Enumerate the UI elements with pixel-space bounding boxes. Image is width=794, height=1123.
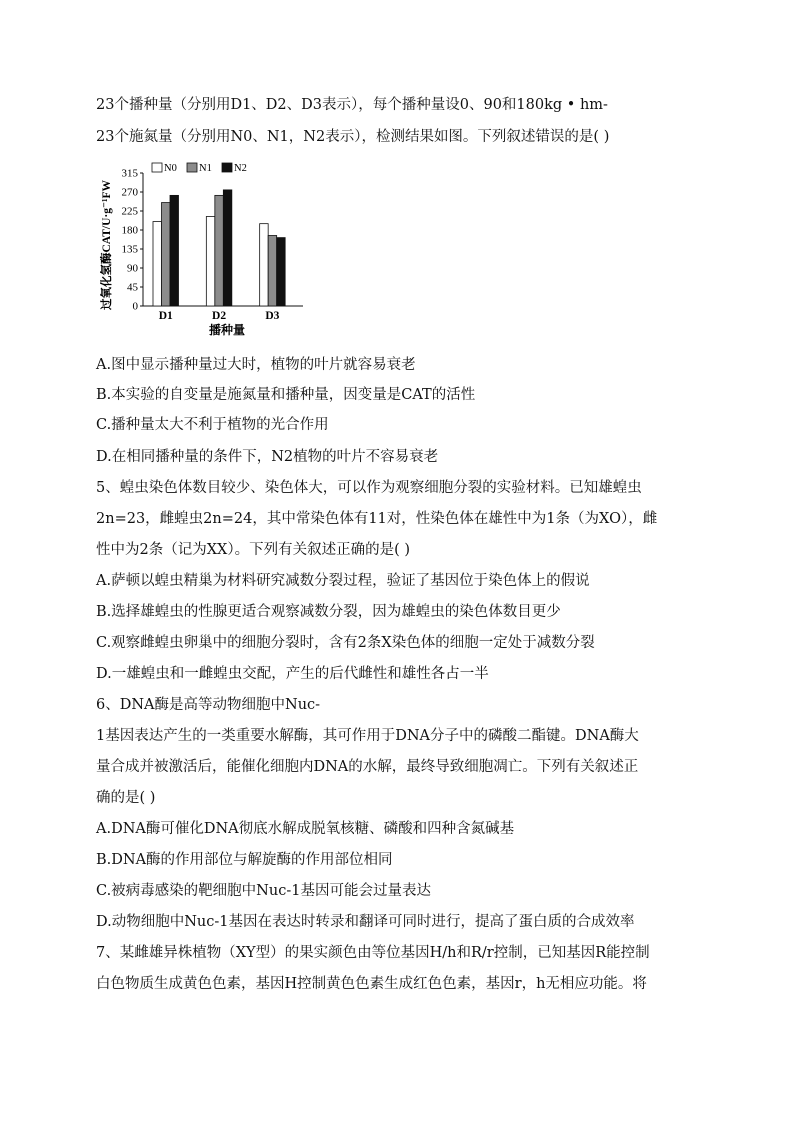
question-5-stem: 2n=23，雌蝗虫2n=24，其中常染色体有11对，性染色体在雄性中为1条（为XO），雌 bbox=[96, 511, 658, 527]
question-6-stem: 确的是( ) bbox=[96, 790, 156, 806]
x-tick-label: D2 bbox=[212, 310, 227, 322]
y-tick-label: 180 bbox=[121, 224, 138, 237]
option-c: C.播种量太大不利于植物的光合作用 bbox=[96, 417, 329, 433]
legend-swatch-N1 bbox=[187, 163, 197, 172]
option-a: A.萨顿以蝗虫精巢为材料研究减数分裂过程，验证了基因位于染色体上的假说 bbox=[96, 573, 590, 589]
legend-label-N0: N0 bbox=[164, 163, 177, 174]
question-5-stem: 性中为2条（记为XX）。下列有关叙述正确的是( ) bbox=[96, 542, 411, 558]
option-d: D.在相同播种量的条件下，N2植物的叶片不容易衰老 bbox=[96, 449, 439, 465]
option-b: B.DNA酶的作用部位与解旋酶的作用部位相同 bbox=[96, 852, 393, 868]
text-line: 23个播种量（分别用D1、D2、D3表示），每个播种量设0、90和180kg • hm- bbox=[96, 97, 608, 113]
option-c: C.被病毒感染的靶细胞中Nuc-1基因可能会过量表达 bbox=[96, 883, 431, 899]
option-d: D.动物细胞中Nuc-1基因在表达时转录和翻译可同时进行，提高了蛋白质的合成效率 bbox=[96, 914, 635, 930]
y-tick-label: 225 bbox=[121, 205, 138, 218]
bar-D3-N1 bbox=[268, 235, 277, 306]
x-axis-label: 播种量 bbox=[208, 323, 246, 337]
legend-label-N2: N2 bbox=[234, 163, 247, 174]
option-b: B.选择雄蝗虫的性腺更适合观察减数分裂，因为雄蝗虫的染色体数目更少 bbox=[96, 604, 561, 620]
bar-D2-N2 bbox=[223, 190, 232, 306]
bar-chart-svg bbox=[95, 158, 305, 340]
bar-D2-N0 bbox=[206, 216, 215, 306]
option-a: A.DNA酶可催化DNA彻底水解成脱氧核糖、磷酸和四种含氮碱基 bbox=[96, 821, 515, 837]
y-tick-label: 90 bbox=[127, 262, 138, 275]
chart-legend bbox=[152, 163, 247, 174]
x-tick-label: D3 bbox=[265, 310, 280, 322]
legend-label-N1: N1 bbox=[199, 163, 212, 174]
y-tick-label: 0 bbox=[132, 300, 138, 313]
x-tick-label: D1 bbox=[158, 310, 173, 322]
question-6-stem: 1基因表达产生的一类重要水解酶，其可作用于DNA分子中的磷酸二酯键。DNA酶大 bbox=[96, 728, 639, 744]
text-line: 23个施氮量（分别用N0、N1，N2表示），检测结果如图。下列叙述错误的是( ) bbox=[96, 129, 610, 145]
bar-D1-N1 bbox=[162, 203, 171, 306]
cat-activity-chart bbox=[95, 158, 305, 340]
bar-D3-N0 bbox=[260, 224, 269, 306]
question-5-stem: 5、蝗虫染色体数目较少、染色体大，可以作为观察细胞分裂的实验材料。已知雄蝗虫 bbox=[96, 480, 642, 496]
bar-D1-N2 bbox=[170, 195, 179, 306]
y-tick-label: 135 bbox=[121, 243, 138, 256]
bar-D3-N2 bbox=[277, 238, 286, 306]
option-c: C.观察雌蝗虫卵巢中的细胞分裂时，含有2条X染色体的细胞一定处于减数分裂 bbox=[96, 635, 595, 651]
option-b: B.本实验的自变量是施氮量和播种量，因变量是CAT的活性 bbox=[96, 387, 476, 403]
y-tick-label: 315 bbox=[121, 167, 138, 180]
chart-bars bbox=[153, 190, 285, 306]
legend-swatch-N0 bbox=[152, 163, 162, 172]
legend-swatch-N2 bbox=[222, 163, 232, 172]
question-7-stem: 白色物质生成黄色色素，基因H控制黄色色素生成红色色素，基因r，h无相应功能。将 bbox=[96, 976, 647, 992]
y-axis-label: 过氧化氢酶CAT/U·g⁻¹FW bbox=[101, 179, 113, 311]
bar-D1-N0 bbox=[153, 222, 162, 306]
question-7-stem: 7、某雌雄异株植物（XY型）的果实颜色由等位基因H/h和R/r控制，已知基因R能控制 bbox=[96, 945, 650, 961]
y-tick-label: 45 bbox=[127, 281, 138, 294]
question-6-stem: 量合成并被激活后，能催化细胞内DNA的水解，最终导致细胞凋亡。下列有关叙述正 bbox=[96, 759, 639, 775]
option-d: D.一雄蝗虫和一雌蝗虫交配，产生的后代雌性和雄性各占一半 bbox=[96, 666, 489, 682]
bar-D2-N1 bbox=[215, 195, 224, 306]
question-6-stem: 6、DNA酶是高等动物细胞中Nuc- bbox=[96, 697, 321, 713]
option-a: A.图中显示播种量过大时，植物的叶片就容易衰老 bbox=[96, 357, 416, 373]
y-tick-label: 270 bbox=[121, 186, 138, 199]
